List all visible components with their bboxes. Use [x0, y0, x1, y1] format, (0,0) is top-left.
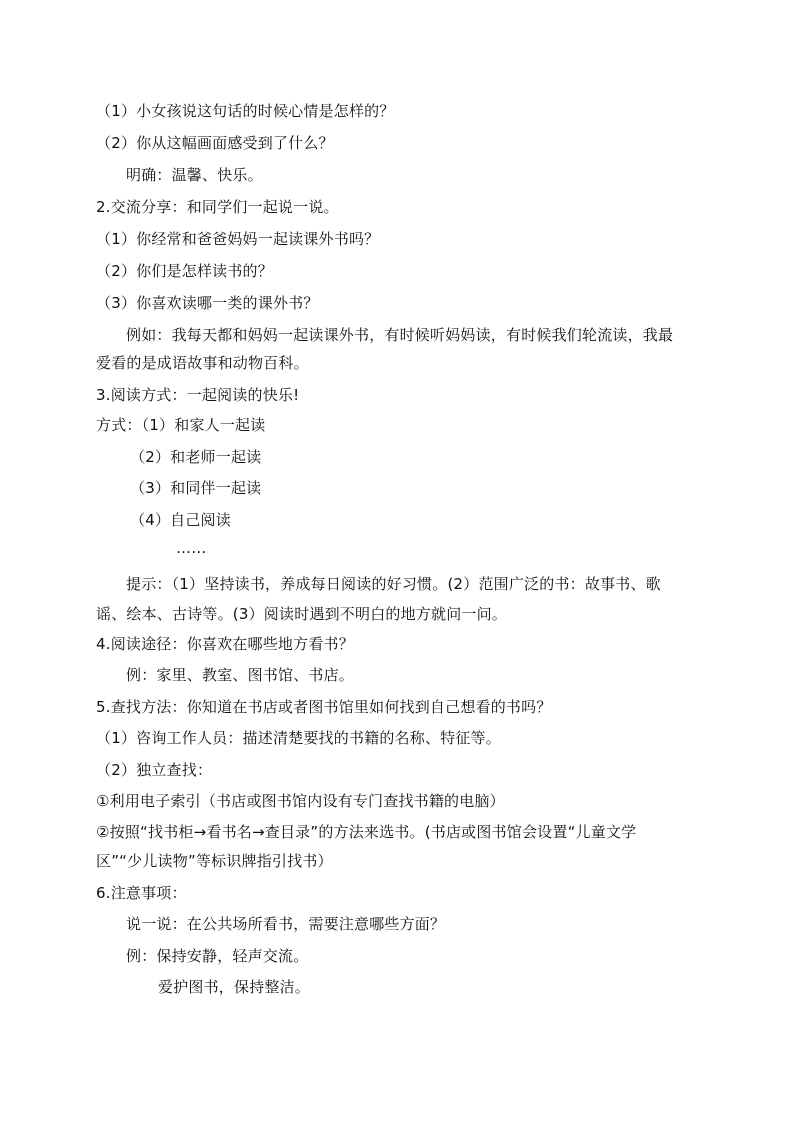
example-paragraph-line-2: 爱看的是成语故事和动物百科。 [96, 354, 309, 372]
find-electronic-index: ①利用电子索引（书店或图书馆内设有专门查找书籍的电脑） [96, 792, 505, 810]
question-mood: （1）小女孩说这句话的时候心情是怎样的？ [96, 102, 395, 120]
method-teacher: （2）和老师一起读 [130, 448, 262, 466]
method-family: 方式：（1）和家人一起读 [96, 416, 266, 434]
find-method-line-1: ②按照“找书柜→看书名→查目录”的方法来选书。(书店或图书馆会设置“儿童文学 [96, 823, 637, 841]
ellipsis: …… [176, 539, 207, 557]
method-peers: （3）和同伴一起读 [130, 479, 262, 497]
method-self: （4）自己阅读 [130, 511, 231, 529]
section-6-heading: 6.注意事项： [96, 884, 187, 902]
section-4-heading: 4.阅读途径：你喜欢在哪些地方看书？ [96, 635, 354, 653]
example-places: 例：家里、教室、图书馆、书店。 [126, 666, 355, 684]
discussion-prompt: 说一说：在公共场所看书，需要注意哪些方面？ [126, 915, 446, 933]
example-paragraph-line-1: 例如：我每天都和妈妈一起读课外书，有时候听妈妈读，有时候我们轮流读，我最 [126, 326, 674, 344]
find-self-search: （2）独立查找： [96, 761, 213, 779]
question-read-with-parents: （1）你经常和爸爸妈妈一起读课外书吗？ [96, 230, 380, 248]
example-quiet: 例：保持安静，轻声交流。 [126, 947, 309, 965]
section-3-heading: 3.阅读方式：一起阅读的快乐! [96, 386, 300, 404]
question-how-read: （2）你们是怎样读书的？ [96, 262, 273, 280]
find-ask-staff: （1）咨询工作人员：描述清楚要找的书籍的名称、特征等。 [96, 729, 501, 747]
question-feeling: （2）你从这幅画面感受到了什么？ [96, 134, 334, 152]
find-method-line-2: 区”“少儿读物”等标识牌指引找书） [96, 852, 333, 870]
section-2-heading: 2.交流分享：和同学们一起说一说。 [96, 198, 339, 216]
section-5-heading: 5.查找方法：你知道在书店或者图书馆里如何找到自己想看的书吗？ [96, 698, 552, 716]
tips-line-1: 提示：（1）坚持读书，养成每日阅读的好习惯。(2）范围广泛的书：故事书、歌 [126, 575, 661, 593]
tips-line-2: 谣、绘本、古诗等。(3）阅读时遇到不明白的地方就问一问。 [96, 605, 507, 623]
question-book-type: （3）你喜欢读哪一类的课外书？ [96, 294, 319, 312]
example-protect-books: 爱护图书，保持整洁。 [158, 978, 311, 996]
answer-warm-happy: 明确：温馨、快乐。 [126, 166, 263, 184]
